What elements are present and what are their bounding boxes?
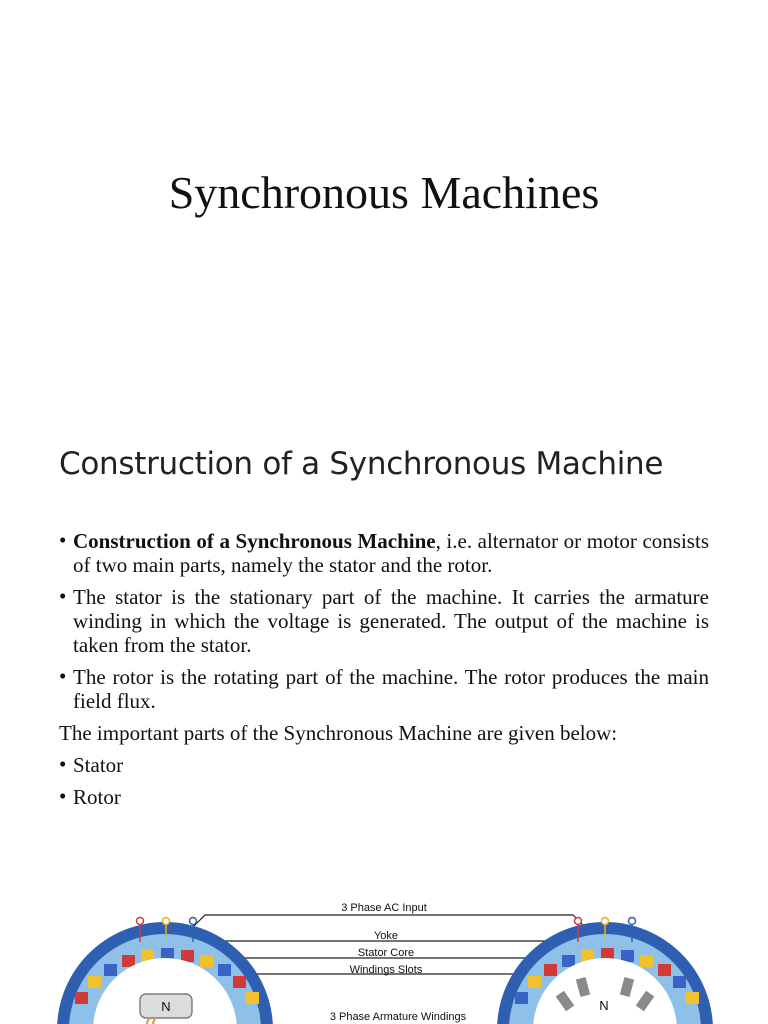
left-pole-label: N — [161, 999, 171, 1014]
part-item-stator — [59, 753, 709, 777]
label-stator-core: Stator Core — [357, 947, 415, 959]
right-pole-label: N — [599, 998, 609, 1013]
body-text — [59, 529, 709, 817]
bullet-text: , i.e. alternator or motor consists of two main parts, namely the stator and the rotor. — [73, 529, 709, 577]
bullet-item — [59, 665, 709, 713]
bullet-bold-text: Construction of a Synchronous Machine — [73, 529, 436, 553]
section-heading: Construction of a Synchronous Machine — [59, 446, 664, 482]
label-winding-slots: Windings Slots — [349, 964, 423, 976]
part-label: Stator — [73, 753, 124, 777]
label-armature-windings: 3 Phase Armature Windings — [329, 1011, 467, 1023]
bullet-item — [59, 529, 709, 577]
label-ac-input: 3 Phase AC Input — [341, 902, 427, 914]
part-item-rotor — [59, 785, 709, 809]
left-machine — [57, 922, 273, 1024]
slide-title: Synchronous Machines — [168, 167, 600, 218]
synchronous-machine-diagram — [0, 880, 768, 1024]
label-yoke: Yoke — [373, 930, 399, 942]
bullet-text: The stator is the stationary part of the machine. It carries the armature winding in which the voltage is generated. The output of the machine is taken from the stator. — [73, 585, 709, 657]
bullet-item — [59, 585, 709, 657]
intro-text: The important parts of the Synchronous Machine are given below: — [59, 721, 618, 745]
part-label: Rotor — [73, 785, 121, 809]
bullet-text: The rotor is the rotating part of the machine. The rotor produces the main field flux. — [73, 665, 709, 713]
